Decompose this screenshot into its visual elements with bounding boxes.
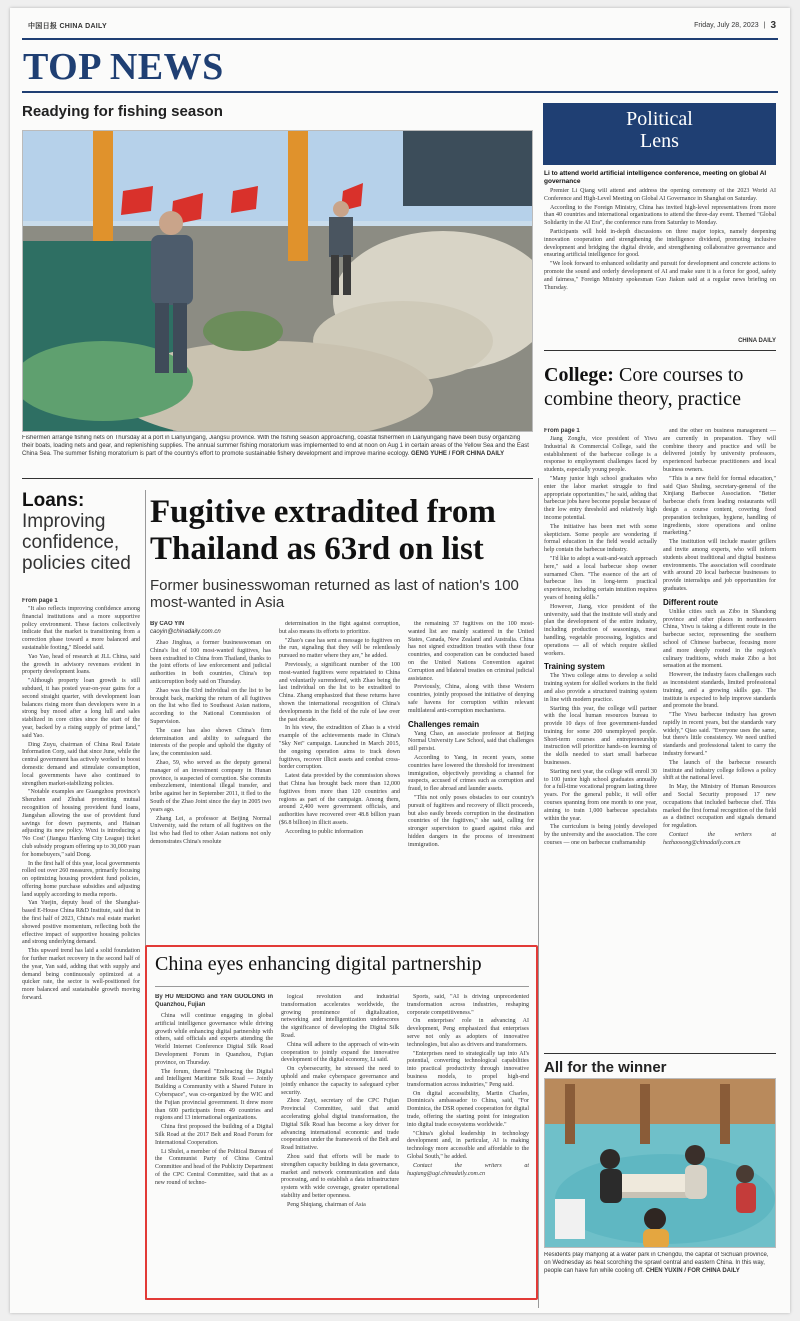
loans-head-bold: Loans:: [22, 490, 85, 511]
fishing-photo-illustration: [23, 131, 533, 432]
lens-paragraph: Premier Li Qiang will attend and address the opening ceremony of the 2023 World AI Conference and High-Level Meeting on Global AI Governance in Shanghai on Saturday.: [544, 188, 776, 202]
fugitive-paragraph: Latest data provided by the commission shows that China has brought back more than 12,000 fugitives from more than 120 countries and regions as part of the campaign. Among them, around 2,400 were government officials, and authorities have recovered over 48.8 billion yuan ($6.8 billion) in illicit assets.: [279, 773, 400, 826]
fugitive-paragraph: determination in the fight against corruption, but also means its efforts to prioritize.: [279, 621, 400, 635]
winner-caption-text: Residents play mahjong at a water park in Chengdu, the capital of Sichuan province, on Wednesday as heat scorching the sprawl central and eastern China. In this way, people can have fun while cooling off.: [544, 1252, 769, 1274]
fugitive-paragraph: Yang Chao, an associate professor at Beijing Normal University Law School, said that challenges still persist.: [408, 730, 534, 753]
winner-kicker: All for the winner: [544, 1059, 667, 1076]
lens-paragraph: "We look forward to enhanced solidarity and pursuit for development and concrete actions to promote the sound and orderly development of AI and make sure it is a force for good, safety and fairness," Foreign Ministry spokesman Guo Jiakun said at a regular news briefing on Thursday.: [544, 261, 776, 291]
college-paragraph: Unlike cities such as Zibo in Shandong province and other places in northeastern China, Yiwu is taking a different route in the barbecue sector, representing the southern school of Chinese barbecue, focusing more and more deeply rooted in the region's culinary traditions, which make Zibo a hot sensation at the moment.: [663, 608, 776, 670]
digital-paragraph: Zhou said that efforts will be made to strengthen capacity building in data governance, market and network communication and data processing, and to establish a data infrastructure system with wide coverage, greater operational stability and better openness.: [281, 1153, 399, 1199]
fugitive-byline: [150, 621, 271, 636]
fishing-caption-text: Fishermen arrange fishing nets on Thursday at a port in Lianyungang, Jiangsu province. With the fishing season approaching, coastal fishermen in Lianyungang have been busy organizing their boats, loading nets and gear, and replenishing supplies. The annual summer fishing moratorium was implemented to end at noon on Aug 1 in certain areas of the Yellow Sea and the East China Sea. The summer fishing moratorium is part of the country's effort to promote sustainable fishery development and improve marine ecology.: [22, 435, 529, 457]
digital-paragraph: On enterprises' role in advancing AI development, Peng emphasized that enterprises serve not only as adopters of innovative technologies, but also as drivers and transformers.: [407, 1018, 529, 1048]
political-lens-title-1: Political: [626, 108, 693, 130]
digital-paragraph: Peng Shiqiang, chairman of Asia: [287, 1201, 366, 1208]
loans-paragraph: "Although property loan growth is still subdued, it has posted year-on-year gains for a second straight quarter, with development loan balances rising more than developers were in a strong buy mood after a long lull and sales stabilized in core cities since the start of the year, backed by a rising supply of prime land," said Yao.: [22, 678, 140, 739]
fugitive-paragraph: In his view, the extradition of Zhao is a vivid example of the achievements made in China's "Sky Net" campaign. Launched in March 2015, the ongoing operation aims to track down fugitives, recover illicit assets and combat cross-border corruption.: [279, 725, 400, 771]
fugitive-paragraph: "Zhao's case has sent a message to fugitives on the run, signaling that they will be relentlessly pursued no matter where they are," he added.: [279, 637, 400, 660]
masthead-divider: |: [763, 22, 766, 29]
winner-photo-credit: CHEN YUXIN / FOR CHINA DAILY: [645, 1267, 740, 1274]
newspaper-page: [10, 8, 790, 1313]
loans-paragraph: "Notable examples are Guangzhou province's Shenzhen and Zhuhai promoting mutual recognition of housing provident fund loans, Jiangshan allowing the use of provident fund savings for down payments, and Hainan adjusting its new policy. Wuxi is introducing a 'No Cost' (Jiangsu Hanfeng City League) ticket club subsidy program offering up to 30,000 yuan for homebuyers," said Dong.: [22, 789, 140, 858]
fugitive-col-2: [279, 621, 400, 938]
digital-paragraph: On digital accessibility, Martin Charles, Dominica's ambassador to China, said, "For Dominica, the DSR opened cooperation for digital trade, offering the starting point for integration into digital trade ecosystems worldwide.": [407, 1090, 529, 1128]
digital-paragraph: The forum, themed "Embracing the Digital and Intelligent Maritime Silk Road — Jointly Building a Community with a Shared Future in Cyberspace", was co-organized by the WIC and the Fujian provincial government. It drew more than 600 participants from 49 countries and regions and 13 international organizations.: [155, 1068, 273, 1122]
page-number: 3: [770, 20, 776, 31]
digital-byline: By HU MEIDONG and YAN GUOLONG in Quanzhou, Fujian: [155, 994, 273, 1008]
college-paragraph: "Many junior high school graduates who enter the labor market struggle to find appropriate opportunities," he said, adding that barbecue jobs have become popular because of their low entry threshold and relatively high income potential.: [544, 475, 657, 521]
lens-paragraph: According to the Foreign Ministry, China has invited high-level representatives from more than 40 countries and international organizations to attend the three-day event. Themed "Global Solidarity in the AI Era", the conference runs from Saturday to Monday.: [544, 204, 776, 227]
political-lens-banner: [543, 103, 776, 165]
lens-body: [544, 188, 776, 334]
loans-dateline: From page 1: [22, 598, 58, 604]
mahjong-photo-illustration: [545, 1079, 776, 1248]
loans-paragraph: Ding Zuyu, chairman of China Real Estate Information Corp, said that since June, while the central government has actively worked to boost domestic demand and stimulate consumption, local governments have also continued to strengthen market-stabilizing policies.: [22, 741, 140, 787]
fugitive-paragraph: Zhao, 59, who served as the deputy general manager of an investment company in Hunan province, is suspected of corruption. She commits embezzlement, intentional illegal transfer, and bribe against her in September 2011, it fled to the South of the Zhao Joint since the day in 2005 two years ago.: [150, 759, 271, 813]
loans-paragraph: This upward trend has laid a solid foundation for further market recovery in the second half of the year, Yan said, adding that with supply and demand being continuously optimized at a quicker rate, the sector is well-positioned for more balanced and sustainable growth moving forward.: [22, 948, 140, 1002]
college-paragraph: The curriculum is being jointly developed by the university and the association. The core courses — one on barbecue craftsmanship: [544, 824, 657, 847]
college-paragraph: Jiang Zongfu, vice president of Yiwu Industrial & Commercial College, said the establishment of the barbecue college is a response to employment challenges faced by students, especially young people.: [544, 436, 657, 474]
fugitive-paragraph: The case has also shown China's firm determination and ability to safeguard the interests of the people and uphold the dignity of law, the commission said.: [150, 727, 271, 758]
section-rule: [22, 91, 778, 93]
digital-col-2: [281, 994, 399, 1294]
college-paragraph: The launch of the barbecue research institute and industry college follows a policy shift at the national level.: [663, 759, 776, 782]
college-subhead-training: Training system: [544, 662, 605, 672]
loans-paragraph: Yao Yao, head of research at JLL China, said the growth in advisory revenues evident in property development loans.: [22, 653, 140, 676]
fugitive-paragraph: the remaining 37 fugitives on the 100 most-wanted list are mainly scattered in the United States, Canada, New Zealand and Australia. China has not signed extradition treaties with these four countries, and cooperation can be conducted based on the United Nations Convention against Corruption and bilateral treaties on criminal judicial assistance.: [408, 621, 534, 682]
college-paragraph: and the other on business management — are currently in preparation. They will combine theory and practice and will be delivered jointly by university professors, experienced barbecue practitioners and local business owners.: [663, 428, 776, 473]
fugitive-deck: Former businesswoman returned as last of nation's 100 most-wanted in Asia: [150, 577, 519, 611]
masthead-title: 中国日报 CHINA DAILY: [28, 23, 107, 30]
fugitive-paragraph: "This not only poses obstacles to our country's pursuit of fugitives and recovery of illicit proceeds, but also easily breeds corruption in the destination countries of the fugitives," she said, calling for stronger supervision to guard against risks and hidden dangers in the process of investment immigration.: [408, 794, 534, 848]
digital-paragraph: China will continue engaging in global artificial intelligence governance while driving growth while enhancing digital partnership with others, said officials and experts attending the World Internet Conference Digital Silk Road Development Forum in Quanzhou, Fujian province, on Thursday.: [155, 1013, 273, 1066]
fishing-photo: [22, 130, 533, 432]
winner-caption: [544, 1252, 776, 1298]
fugitive-subhead: Challenges remain: [408, 719, 480, 729]
fugitive-col-1: [150, 621, 271, 938]
digital-paragraph: Sports, said, "AI is driving unprecedented transformation across industries, reshaping corporate competitiveness.": [407, 994, 529, 1016]
political-lens-title-2: Lens: [640, 130, 679, 152]
right-column-rule: [538, 478, 539, 1308]
digital-col-1: [155, 994, 273, 1294]
masthead-date: Friday, July 28, 2023: [694, 22, 759, 29]
digital-col-3: [407, 994, 529, 1294]
fugitive-paragraph: Zhao was the 63rd individual on the list to be brought back, marking the return of all fugitives on the list who fled to Southeast Asian nations, according to the National Commission of Supervision.: [150, 687, 271, 725]
college-headline: [544, 363, 776, 411]
lens-paragraph: Participants will hold in-depth discussions on three major topics, namely deepening innovation cooperation and strengthening the intelligence dividend, promoting inclusive development and bridging the digital divide, and strengthening collaborative governance and ensuring artificial intelligence for good.: [544, 228, 776, 259]
college-paragraph: The institution will include master grillers and invite among experts, who will inform students about traditional and digital business environments. The association will coordinate with around 20 local barbecue businesses to provide internships and job opportunities for graduates.: [663, 539, 776, 592]
college-paragraph: However, the industry faces challenges such as inconsistent standards, limited professional training, and a growing skills gap. The institute is expected to help improve standards and promote the brand.: [663, 672, 776, 710]
loans-paragraph: In the first half of this year, local governments rolled out over 260 measures, primarily focusing on optimizing housing provident fund policies, offering home purchase subsidies and adjusting land supply according to media reports.: [22, 860, 140, 898]
fugitive-paragraph: According to public information: [285, 828, 363, 835]
college-paragraph: However, Jiang, vice president of the university, said that the institute will study and plan the development of the entire industry, including production of seasonings, meat handling, vegetable processing, logistics and operations — all of which require skilled workers.: [544, 603, 657, 657]
college-paragraph: Starting next year, the college will enroll 30 to 100 junior high school graduates annually for a full-time vocational program lasting three years. For the general public, it will offer courses spanning from one month to one year, aiming to train 1,000 barbecue specialists within the year.: [544, 768, 657, 822]
college-paragraph: "I'd like to adopt a wait-and-watch approach here," said a local barbecue shop owner surnamed Chen. "The essence of the art of barbecue lies in long-term practical experience, including certain intuition requires years of honing skills.": [544, 555, 657, 601]
digital-contact: Contact the writers at huqiang@ugi.chinadaily.com.cn: [407, 1162, 529, 1177]
fugitive-paragraph: According to Yang, in recent years, some countries have lowered the threshold for investment immigration, objectively providing a channel for suspects, accused of crimes such as corruption and fraud, to flee abroad and launder assets.: [408, 754, 534, 793]
loans-paragraph: "It also reflects improving confidence among financial institutions and a more supportive policy environment. These factors collectively indicate that the market is transitioning from a correction phase toward a more balanced and sustainable footing," Bloedel said.: [22, 606, 140, 651]
college-contact: Contact the writers at hezhaosong@chinadaily.com.cn: [663, 832, 776, 846]
fugitive-headline: Fugitive extradited from Thailand as 63rd on list: [150, 494, 496, 567]
digital-paragraph: China will adhere to the approach of win-win cooperation to jointly expand the innovative development of the digital economy, Li said.: [281, 1041, 399, 1064]
college-paragraph: In May, the Ministry of Human Resources and Social Security proposed 17 new occupations that included barbecue chef. This marked the first formal recognition of the field as a distinct occupation and signals demand for regulation.: [663, 784, 776, 830]
loans-paragraph: Yan Yuejin, deputy head of the Shanghai-based E-House China R&D Institute, said that in the first half of 2023, China's real estate market showed positive momentum, reflecting both the effective impact of supportive housing policies and strong underlying demand.: [22, 900, 140, 946]
digital-paragraph: China first proposed the building of a Digital Silk Road at the 2017 Belt and Road Forum for International Cooperation.: [155, 1124, 273, 1146]
digital-headline: China eyes enhancing digital partnership: [155, 953, 482, 975]
lens-headline: Li to attend world artificial intelligence conference, meeting on global AI governance: [544, 170, 767, 185]
fishing-photo-credit: GENG YUHE / FOR CHINA DAILY: [411, 450, 505, 457]
college-paragraph: The Yiwu college aims to develop a solid training system for skilled workers in the field and also provide a structured training system in line with modern practice.: [544, 673, 657, 703]
photo-divider: [22, 478, 533, 479]
college-paragraph: The initiative has been met with some skepticism. Some people are wondering if formal education in the field would actually help contain the barbecue industry.: [544, 523, 657, 554]
digital-paragraph: logical revolution and industrial transformation accelerates worldwide, the growing prominence of digitalization, networking and intelligentization underscores the significance of developing the Digital Silk Road.: [281, 994, 399, 1039]
college-divider: [544, 1053, 776, 1054]
loans-head-rest: Improving confidence, policies cited: [22, 511, 131, 574]
top-rule: [22, 38, 778, 40]
fugitive-paragraph: Zhang Lei, a professor at Beijing Normal University, said the return of all fugitives on the list who had fled to other Asian nations not only demonstrates China's resolute: [150, 815, 271, 845]
college-head-rest: Core courses to combine theory, practice: [544, 364, 744, 410]
section-title: TOP NEWS: [23, 46, 224, 88]
college-head-bold: College:: [544, 364, 614, 386]
digital-paragraph: Zhou Zuyi, secretary of the CPC Fujian Provincial Committee, said that amid accelerating global digital transformation, the Digital Silk Road has become a key driver for advancing international economic and trade cooperation under the framework of the Belt and Road Initiative.: [281, 1098, 399, 1152]
mahjong-photo: [544, 1078, 776, 1248]
digital-paragraph: "China's global leadership in technology development and, in particular, AI is making technology more accessible and affordable to the Global South," he added.: [407, 1130, 529, 1160]
college-paragraph: Starting this year, the college will partner with the local human resources bureau to provide 10 days of free government-funded training for some 200 unemployed people. Short-term courses and entrepreneurship instruction will prioritize hands-on learning of the skills needed to start small barbecue businesses.: [544, 705, 657, 767]
digital-head-rule: [155, 986, 529, 987]
lens-credit: CHINA DAILY: [738, 338, 776, 344]
college-col-1: [544, 428, 657, 1048]
fishing-caption: [22, 435, 533, 471]
lead-photo-kicker: Readying for fishing season: [22, 103, 223, 120]
college-paragraph: "The Yiwu barbecue industry has grown rapidly in recent years, but the standards vary widely," Qiao said. "Everyone uses the same, but there's little consistency. We need unified standards and professional talent to carry the industry forward.": [663, 712, 776, 758]
fugitive-email: caoyin@chinadaily.com.cn: [150, 628, 221, 635]
masthead-info: [694, 20, 776, 31]
college-subhead-route: Different route: [663, 597, 719, 607]
fugitive-paragraph: Zhao Jinghua, a former businesswoman on China's list of 100 most-wanted fugitives, has been extradited to China from Thailand, thanks to the joint efforts of law enforcement and judicial authorities in both countries, China's top anticorruption body said on Thursday.: [150, 640, 271, 685]
college-col-2: [663, 428, 776, 1048]
loans-headline: [22, 490, 140, 574]
digital-paragraph: "Enterprises need to strategically tap into AI's potential, converting technological capabilities into practical productivity through innovative business models, to propel high-end transformation across industries," Peng said.: [407, 1050, 529, 1088]
digital-paragraph: On cybersecurity, he stressed the need to uphold and make cyberspace governance and jointly enhance the capacity to safeguard cyber security.: [281, 1066, 399, 1096]
college-paragraph: "This is a new field for formal education," said Qiao Shuling, secretary-general of the Xinjiang Barbecue Association. "Better barbecue chefs from leading restaurants will design a course content, covering food preparation techniques, hygiene, handling of ingredients, store operations and online marketing.": [663, 475, 776, 537]
fugitive-author: By CAO YIN: [150, 621, 185, 627]
lens-divider: [544, 350, 776, 351]
loans-body: [22, 598, 140, 1303]
college-dateline: From page 1: [544, 428, 580, 434]
fugitive-paragraph: Previously, a significant number of the 100 most-wanted fugitives were repatriated to China and voluntarily surrendered, with Zhao being the last individual on the list to be extradited to China. Zhang emphasized that these returns have shown the international recognition of China's developments in the field of the rule of law over the past decade.: [279, 661, 400, 723]
fugitive-col-3: [408, 621, 534, 938]
digital-paragraph: Li Shulei, a member of the Political Bureau of the Communist Party of China Central Committee and head of the Publicity Department of the CPC Central Committee, said that as a new round of techno-: [155, 1148, 273, 1186]
fugitive-paragraph: Previously, China, along with these Western countries, jointly proposed the initiative of denying safe havens for corruption within relevant multilateral anti-corruption mechanisms.: [408, 684, 534, 714]
